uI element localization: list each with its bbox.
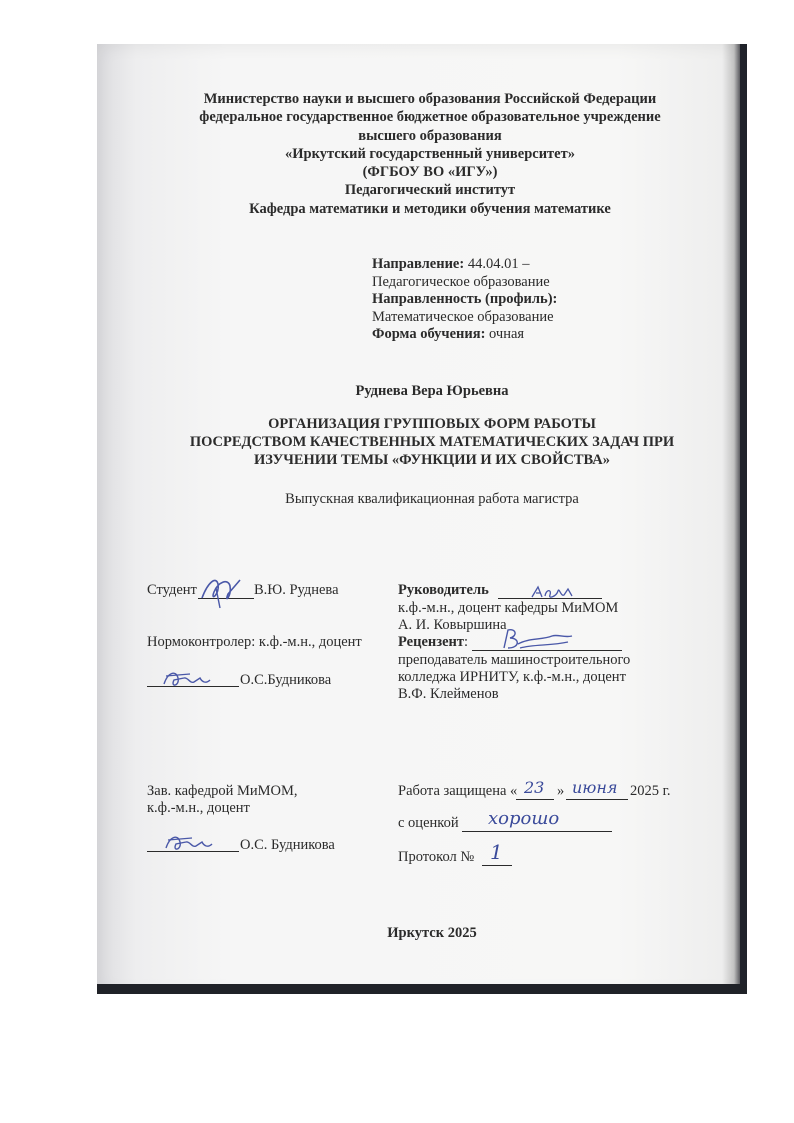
protocol-line	[482, 865, 512, 866]
header-line: Министерство науки и высшего образования Российской Федерации	[203, 91, 657, 107]
header-line: высшего образования	[358, 127, 502, 144]
header-line: федеральное государственное бюджетное образовательное учреждение	[199, 109, 661, 126]
grade-value: хорошо	[488, 808, 560, 829]
institution-header	[150, 90, 710, 218]
study-form-value: очная	[485, 326, 525, 343]
student-signature	[194, 570, 248, 610]
grade-label: с оценкой	[398, 815, 459, 831]
defense-year: 2025 г.	[630, 783, 671, 799]
reviewer-name: В.Ф. Клейменов	[398, 686, 499, 702]
reviewer-position-line2: колледжа ИРНИТУ, к.ф.-м.н., доцент	[398, 669, 626, 685]
defense-text-mid: »	[557, 783, 565, 799]
reviewer-signature	[498, 626, 578, 654]
supervisor-name: А. И. Ковыршина	[398, 617, 507, 633]
page-binding-shadow	[722, 44, 742, 994]
title-line: ПОСРЕДСТВОМ КАЧЕСТВЕННЫХ МАТЕМАТИЧЕСКИХ ЗАДАЧ ПРИ	[189, 434, 675, 450]
date-day-line	[516, 799, 554, 800]
profile-label: Направленность (профиль):	[372, 291, 558, 308]
header-line: Педагогический институт	[344, 182, 516, 199]
author-name: Руднева Вера Юрьевна	[355, 383, 509, 399]
supervisor-position: к.ф.-м.н., доцент кафедры МиМОМ	[398, 600, 619, 616]
protocol-label: Протокол №	[398, 849, 475, 865]
head-of-department-line2: к.ф.-м.н., доцент	[147, 800, 250, 816]
header-line: (ФГБОУ ВО «ИГУ»)	[362, 164, 498, 181]
student-label: Студент	[147, 582, 197, 598]
reviewer-label: Рецензент	[398, 634, 464, 650]
head-of-department-signature	[162, 830, 222, 856]
thesis-title	[140, 415, 724, 469]
defense-text-before: Работа защищена «	[398, 783, 518, 799]
date-month-line	[566, 799, 628, 800]
normocontroller-label: Нормоконтролер: к.ф.-м.н., доцент	[147, 634, 362, 650]
title-line: ОРГАНИЗАЦИЯ ГРУППОВЫХ ФОРМ РАБОТЫ	[268, 416, 596, 432]
header-line: «Иркутский государственный университет»	[285, 145, 575, 162]
direction-name: Педагогическое образование	[372, 273, 550, 290]
scan-dark-edge-bottom	[97, 984, 747, 994]
head-of-department-line1: Зав. кафедрой МиМОМ,	[147, 783, 298, 799]
title-line: ИЗУЧЕНИИ ТЕМЫ «ФУНКЦИИ И ИХ СВОЙСТВА»	[254, 452, 610, 468]
supervisor-label: Руководитель	[398, 582, 489, 598]
head-of-department-name: О.С. Будникова	[240, 837, 335, 853]
normocontroller-signature	[160, 666, 220, 692]
city-year: Иркутск 2025	[387, 925, 477, 941]
scan-dark-edge-right	[740, 44, 747, 994]
supervisor-signature	[528, 583, 578, 601]
profile-value: Математическое образование	[372, 308, 554, 325]
student-name: В.Ю. Руднева	[254, 582, 339, 598]
defense-day: 23	[524, 778, 545, 797]
reviewer-position-line1: преподаватель машиностроительного	[398, 652, 631, 668]
normocontroller-name: О.С.Будникова	[240, 672, 332, 688]
reviewer-colon: :	[464, 634, 469, 650]
study-form-label: Форма обучения:	[372, 326, 486, 343]
defense-month: июня	[572, 778, 618, 797]
header-line: Кафедра математики и методики обучения математике	[249, 200, 611, 217]
work-type: Выпускная квалификационная работа магистра	[285, 491, 579, 507]
protocol-number: 1	[490, 840, 503, 864]
direction-code: 44.04.01 –	[464, 256, 530, 272]
study-direction-block	[372, 256, 557, 344]
direction-label: Направление:	[372, 256, 465, 272]
grade-line	[462, 831, 612, 832]
